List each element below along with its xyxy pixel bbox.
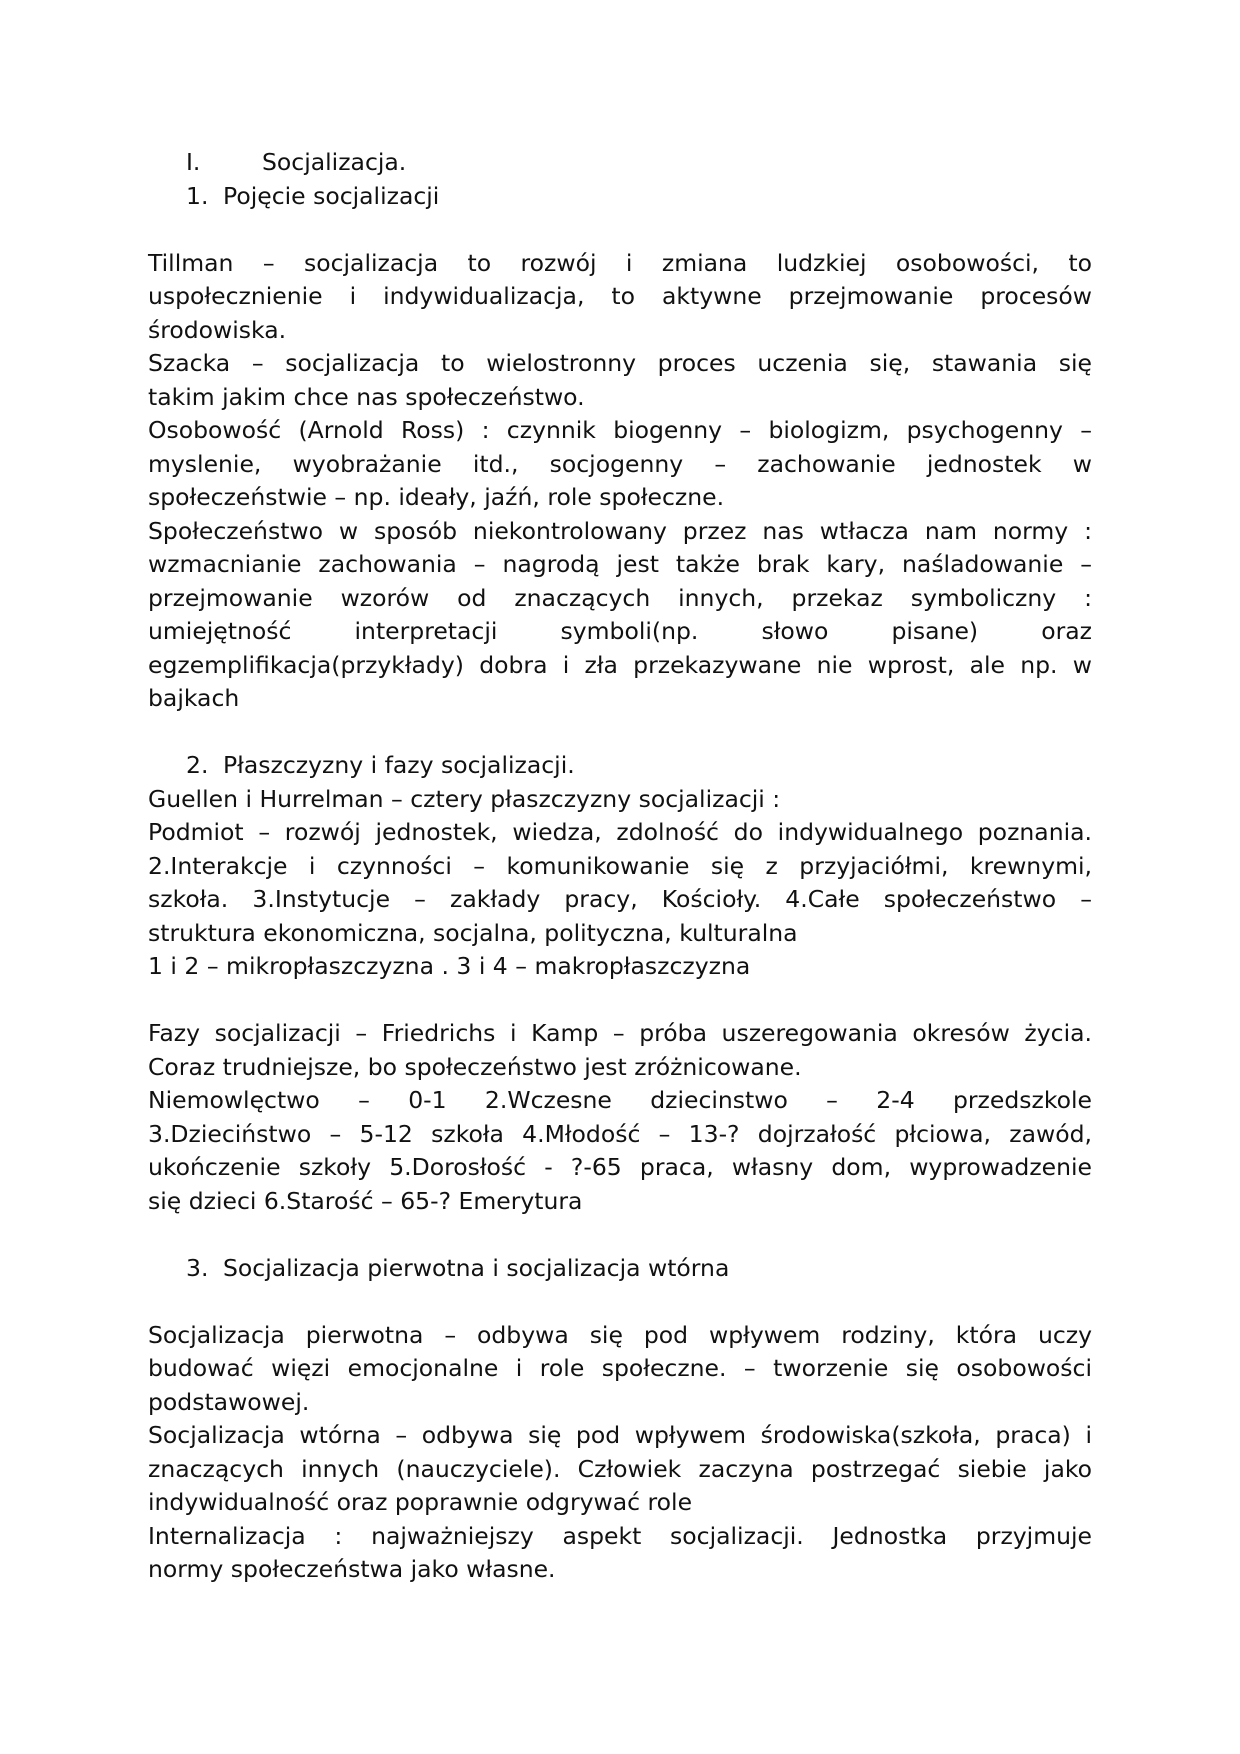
text-line: przejmowanie wzorów od znaczących innych, przekaz symboliczny : xyxy=(148,583,1092,612)
blank-line xyxy=(148,984,1092,1018)
subsection-heading-2 xyxy=(148,749,1092,783)
subsection-number: 2. xyxy=(186,751,209,779)
text-line: uspołecznienie i indywidualizacja, to aktywne przejmowanie procesów xyxy=(148,282,1092,310)
text-line: środowiska. xyxy=(148,315,287,344)
text-line: ukończenie szkoły 5.Dorosłość - ?-65 praca, własny dom, wyprowadzenie xyxy=(148,1153,1092,1181)
text-line: Socjalizacja pierwotna – odbywa się pod wpływem rodziny, która uczy xyxy=(148,1320,1092,1349)
text-line: szkoła. 3.Instytucje – zakłady pracy, Kościoły. 4.Całe społeczeństwo – xyxy=(148,885,1092,913)
subsection-1-body xyxy=(148,247,1092,716)
blank-line xyxy=(148,716,1092,750)
text-line: Osobowość (Arnold Ross) : czynnik biogenny – biologizm, psychogenny – xyxy=(148,416,1092,444)
text-line: Socjalizacja wtórna – odbywa się pod wpływem środowiska(szkoła, praca) i xyxy=(148,1421,1092,1449)
text-line: bajkach xyxy=(148,684,240,712)
document-page xyxy=(148,146,1092,1587)
text-line: Szacka – socjalizacja to wielostronny proces uczenia się, stawania się xyxy=(148,349,1092,377)
text-line: wzmacnianie zachowania – nagrodą jest także brak kary, naśladowanie – xyxy=(148,550,1092,578)
blank-line xyxy=(148,1218,1092,1252)
text-line: podstawowej. xyxy=(148,1387,310,1416)
section-title: Socjalizacja. xyxy=(262,148,407,176)
text-line: znaczących innych (nauczyciele). Człowiek zaczyna postrzegać siebie jako xyxy=(148,1454,1092,1483)
text-line: społeczeństwie – np. ideały, jaźń, role społeczne. xyxy=(148,483,725,511)
subsection-title: Pojęcie socjalizacji xyxy=(223,181,440,210)
section-number: I. xyxy=(186,148,201,176)
blank-line xyxy=(148,1285,1092,1319)
blank-line xyxy=(148,213,1092,247)
subsection-title: Socjalizacja pierwotna i socjalizacja wtórna xyxy=(223,1253,730,1282)
text-line: 1 i 2 – mikropłaszczyzna . 3 i 4 – makropłaszczyzna xyxy=(148,952,751,980)
text-line: normy społeczeństwa jako własne. xyxy=(148,1555,556,1583)
subsection-title: Płaszczyzny i fazy socjalizacji. xyxy=(223,751,575,779)
text-line: umiejętność interpretacji symboli(np. słowo pisane) oraz xyxy=(148,617,1092,645)
text-line: 2.Interakcje i czynności – komunikowanie się z przyjaciółmi, krewnymi, xyxy=(148,851,1092,880)
text-line: egzemplifikacja(przykłady) dobra i zła przekazywane nie wprost, ale np. w xyxy=(148,650,1092,679)
text-line: Fazy socjalizacji – Friedrichs i Kamp – próba uszeregowania okresów życia. xyxy=(148,1019,1092,1047)
text-line: struktura ekonomiczna, socjalna, polityczna, kulturalna xyxy=(148,918,798,947)
subsection-heading-1 xyxy=(148,180,1092,214)
text-line: Tillman – socjalizacja to rozwój i zmiana ludzkiej osobowości, to xyxy=(148,248,1092,277)
text-line: myslenie, wyobrażanie itd., socjogenny – zachowanie jednostek w xyxy=(148,449,1092,478)
text-line: budować więzi emocjonalne i role społeczne. – tworzenie się osobowości xyxy=(148,1354,1092,1382)
text-line: Guellen i Hurrelman – cztery płaszczyzny socjalizacji : xyxy=(148,784,781,813)
text-line: 3.Dzieciństwo – 5-12 szkoła 4.Młodość – 13-? dojrzałość płciowa, zawód, xyxy=(148,1119,1092,1148)
subsection-number: 3. xyxy=(186,1253,209,1282)
subsection-heading-3 xyxy=(148,1252,1092,1286)
text-line: indywidualność oraz poprawnie odgrywać role xyxy=(148,1488,693,1516)
text-line: Niemowlęctwo – 0-1 2.Wczesne dziecinstwo – 2-4 przedszkole xyxy=(148,1086,1092,1114)
text-line: takim jakim chce nas społeczeństwo. xyxy=(148,382,585,411)
text-line: Coraz trudniejsze, bo społeczeństwo jest zróżnicowane. xyxy=(148,1052,802,1081)
subsection-3-body xyxy=(148,1319,1092,1587)
text-line: Społeczeństwo w sposób niekontrolowany przez nas wtłacza nam normy : xyxy=(148,516,1092,545)
text-line: Podmiot – rozwój jednostek, wiedza, zdolność do indywidualnego poznania. xyxy=(148,818,1092,846)
subsection-2-body xyxy=(148,783,1092,984)
text-line: się dzieci 6.Starość – 65-? Emerytura xyxy=(148,1186,583,1215)
subsection-number: 1. xyxy=(186,181,209,210)
section-heading xyxy=(148,146,1092,180)
subsection-2-phases-body xyxy=(148,1017,1092,1218)
text-line: Internalizacja : najważniejszy aspekt socjalizacji. Jednostka przyjmuje xyxy=(148,1521,1092,1550)
